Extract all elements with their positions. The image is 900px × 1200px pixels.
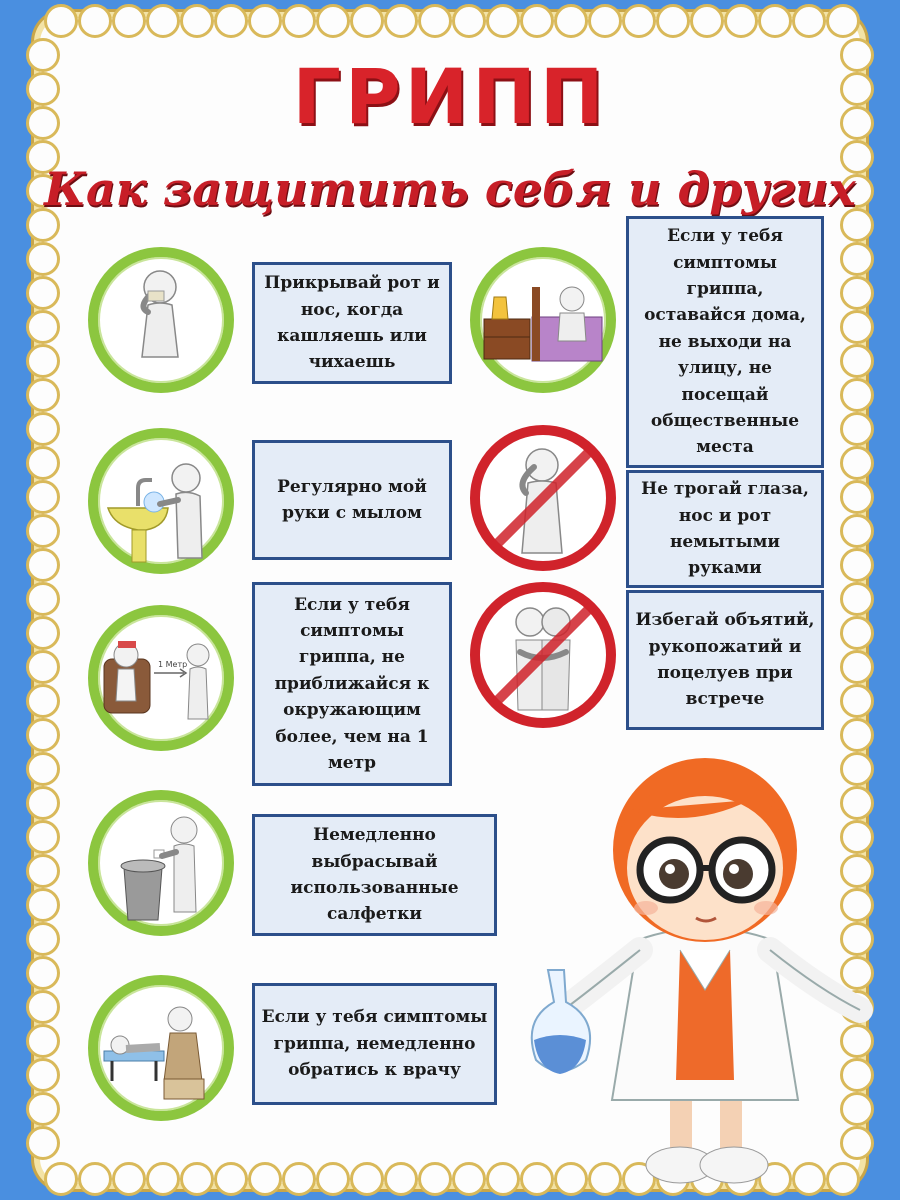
border-scallop	[44, 1162, 78, 1196]
border-scallop	[26, 1058, 60, 1092]
border-scallop	[26, 820, 60, 854]
border-scallop	[690, 4, 724, 38]
border-scallop	[44, 4, 78, 38]
border-scallop	[588, 4, 622, 38]
girl-scientist-illustration	[520, 740, 890, 1190]
border-scallop	[350, 1162, 384, 1196]
border-scallop	[758, 4, 792, 38]
border-scallop	[26, 956, 60, 990]
border-scallop	[26, 1126, 60, 1160]
border-scallop	[146, 1162, 180, 1196]
border-scallop	[78, 1162, 112, 1196]
border-scallop	[840, 684, 874, 718]
border-scallop	[78, 4, 112, 38]
border-scallop	[26, 854, 60, 888]
border-scallop	[26, 310, 60, 344]
border-scallop	[26, 616, 60, 650]
tip-see-doctor	[252, 983, 497, 1105]
tip-trash-tissues	[252, 814, 497, 936]
border-scallop	[26, 378, 60, 412]
border-scallop	[26, 276, 60, 310]
border-scallop	[840, 650, 874, 684]
poster-title: ГРИПП	[292, 52, 608, 141]
border-scallop	[826, 4, 860, 38]
tip-cover-mouth	[252, 262, 452, 384]
border-scallop	[112, 1162, 146, 1196]
border-scallop	[282, 4, 316, 38]
border-scallop	[26, 582, 60, 616]
border-scallop	[26, 990, 60, 1024]
border-scallop	[840, 446, 874, 480]
tip-text: Если у тебя симптомы гриппа, не приближайся к окружающим более, чем на 1 метр	[274, 594, 430, 773]
border-scallop	[350, 4, 384, 38]
border-scallop	[792, 4, 826, 38]
border-scallop	[26, 718, 60, 752]
border-scallop	[26, 446, 60, 480]
border-scallop	[840, 548, 874, 582]
border-scallop	[418, 4, 452, 38]
border-scallop	[384, 4, 418, 38]
tip-text: Если у тебя симптомы гриппа, оставайся дома, не выходи на улицу, не посещай общественные места	[644, 226, 806, 458]
border-scallop	[112, 4, 146, 38]
tip-text: Избегай объятий, рукопожатий и поцелуев при встрече	[635, 610, 815, 710]
border-scallop	[26, 888, 60, 922]
border-scallop	[384, 1162, 418, 1196]
tip-text: Не трогай глаза, нос и рот немытыми руками	[641, 479, 809, 579]
border-scallop	[316, 1162, 350, 1196]
border-scallop	[840, 412, 874, 446]
border-scallop	[26, 514, 60, 548]
tip-text: Немедленно выбрасывай использованные салфетки	[290, 825, 459, 925]
border-scallop	[26, 1024, 60, 1058]
border-scallop	[26, 922, 60, 956]
border-scallop	[452, 1162, 486, 1196]
tip-no-face-touch	[626, 470, 824, 588]
no-face-touch-icon	[470, 425, 616, 571]
border-scallop	[26, 548, 60, 582]
border-scallop	[840, 242, 874, 276]
border-scallop	[840, 616, 874, 650]
doctor-visit-icon	[88, 975, 234, 1121]
border-scallop	[214, 1162, 248, 1196]
cover-mouth-icon	[88, 247, 234, 393]
border-scallop	[656, 4, 690, 38]
border-scallop	[26, 786, 60, 820]
keep-distance-icon	[88, 605, 234, 751]
tip-text: Регулярно мой руки с мылом	[277, 476, 427, 523]
border-scallop	[840, 480, 874, 514]
border-scallop	[248, 1162, 282, 1196]
border-scallop	[840, 378, 874, 412]
border-scallop	[248, 4, 282, 38]
stay-home-icon	[470, 247, 616, 393]
border-scallop	[520, 4, 554, 38]
border-scallop	[840, 514, 874, 548]
border-scallop	[214, 4, 248, 38]
tip-stay-home	[626, 216, 824, 468]
tip-wash-hands	[252, 440, 452, 560]
border-scallop	[26, 650, 60, 684]
border-scallop	[840, 344, 874, 378]
border-scallop	[316, 4, 350, 38]
wash-hands-icon	[88, 428, 234, 574]
border-scallop	[418, 1162, 452, 1196]
distance-label: 1 Метр	[158, 660, 188, 669]
border-scallop	[146, 4, 180, 38]
border-scallop	[486, 4, 520, 38]
border-scallop	[840, 276, 874, 310]
border-scallop	[282, 1162, 316, 1196]
border-scallop	[452, 4, 486, 38]
border-scallop	[622, 4, 656, 38]
poster-subtitle: Как защитить себя и других	[44, 162, 856, 216]
trash-bin-icon	[88, 790, 234, 936]
border-scallop	[26, 684, 60, 718]
border-scallop	[180, 1162, 214, 1196]
border-scallop	[554, 4, 588, 38]
border-scallop	[26, 242, 60, 276]
tip-keep-distance	[252, 582, 452, 786]
border-scallop	[840, 310, 874, 344]
border-scallop	[26, 412, 60, 446]
tip-no-hugs	[626, 590, 824, 730]
border-scallop	[180, 4, 214, 38]
tip-text: Если у тебя симптомы гриппа, немедленно обратись к врачу	[261, 1007, 488, 1081]
border-scallop	[26, 752, 60, 786]
border-scallop	[26, 344, 60, 378]
border-scallop	[26, 1092, 60, 1126]
no-hugs-icon	[470, 582, 616, 728]
border-scallop	[724, 4, 758, 38]
border-scallop	[840, 582, 874, 616]
border-scallop	[486, 1162, 520, 1196]
tip-text: Прикрывай рот и нос, когда кашляешь или чихаешь	[264, 273, 440, 373]
border-scallop	[26, 480, 60, 514]
